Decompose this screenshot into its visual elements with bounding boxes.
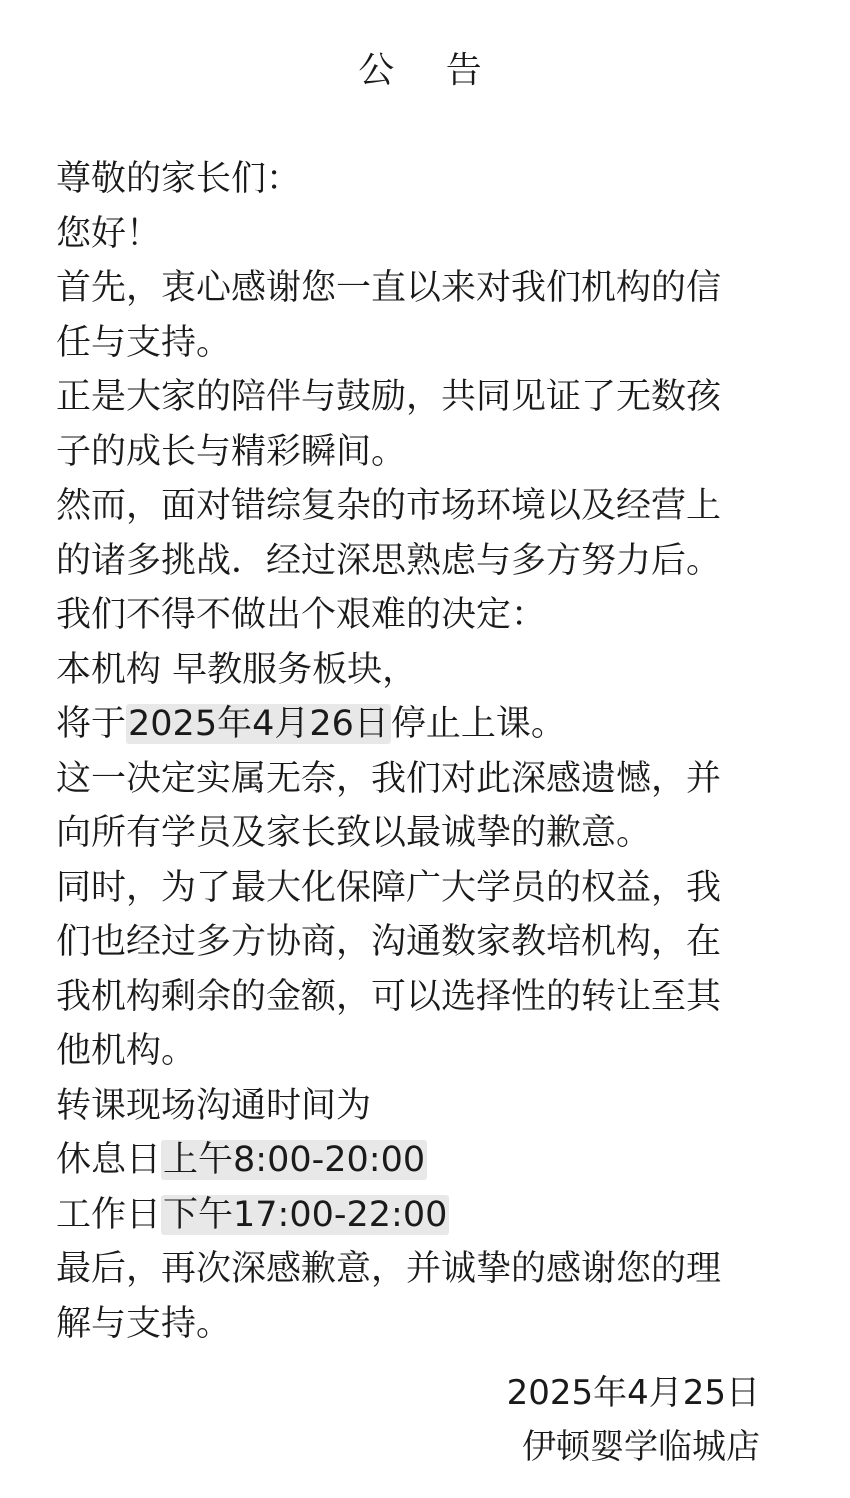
notice-body: [56, 152, 786, 1351]
signature-block: [507, 1366, 760, 1474]
body-line: 他机构。: [56, 1031, 197, 1071]
body-line: 任与支持。: [56, 322, 232, 363]
weekend-time: 上午8:00-20:00: [163, 1140, 426, 1180]
closing-date-prefix: 将于: [56, 704, 127, 744]
weekday-label: 工作日: [56, 1194, 162, 1235]
body-line: 解与支持。: [56, 1303, 232, 1344]
body-line: 我们不得不做出个艰难的决定：: [56, 595, 547, 635]
body-line: 子的成长与精彩瞬间。: [56, 431, 407, 472]
notice-title: 公 告: [358, 50, 502, 91]
body-line: 本机构 早教服务板块，: [56, 649, 418, 690]
body-line: 转课现场沟通时间为: [56, 1085, 372, 1126]
signature-store: 伊顿婴学临城店: [522, 1427, 760, 1467]
weekend-hours: [56, 1133, 786, 1188]
salutation: 尊敬的家长们：: [56, 159, 302, 199]
body-line: 首先，衷心感谢您一直以来对我们机构的信: [56, 268, 722, 308]
body-line: 同时，为了最大化保障广大学员的权益，我: [56, 867, 722, 908]
signature-date: 2025年4月25日: [506, 1373, 760, 1413]
body-line: 向所有学员及家长致以最诚挚的歉意。: [56, 813, 652, 853]
body-line: 最后，再次深感歉意，并诚挚的感谢您的理: [56, 1249, 722, 1289]
body-line: 然而，面对错综复杂的市场环境以及经营上: [56, 486, 722, 526]
body-line: 们也经过多方协商，沟通数家教培机构，在: [56, 922, 722, 962]
body-line: 我机构剩余的金额，可以选择性的转让至其: [56, 976, 722, 1017]
greeting: 您好！: [56, 213, 162, 254]
body-line: 正是大家的陪伴与鼓励，共同见证了无数孩: [56, 377, 722, 417]
weekday-hours: [56, 1188, 786, 1243]
closing-date: 2025年4月26日: [128, 704, 389, 744]
closing-date-suffix: 停止上课。: [390, 704, 566, 744]
weekend-label: 休息日: [56, 1140, 162, 1180]
closing-date-line: [56, 697, 786, 752]
weekday-time: 下午17:00-22:00: [163, 1194, 448, 1235]
body-line: 这一决定实属无奈，我们对此深感遗憾，并: [56, 758, 722, 799]
body-line: 的诸多挑战．经过深思熟虑与多方努力后。: [56, 540, 722, 581]
